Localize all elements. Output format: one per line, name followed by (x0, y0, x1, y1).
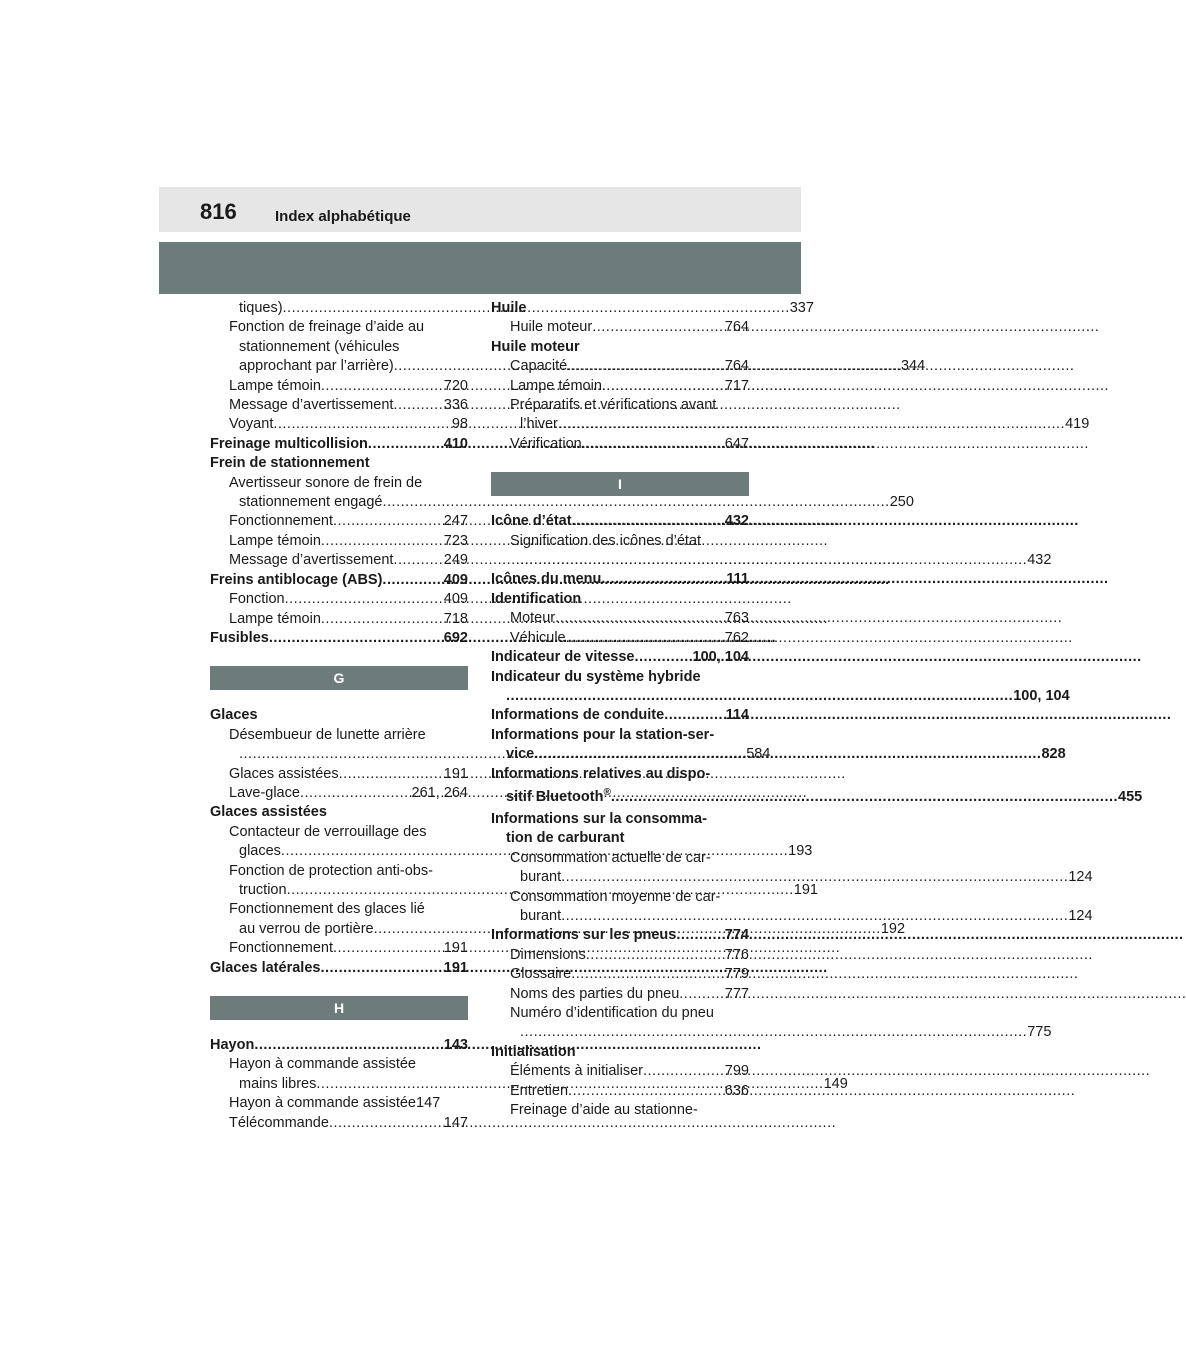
index-entry-main: Indicateur du système hybride ..... 100, 104 (491, 668, 749, 707)
index-entry: Glossaire ..... 779 (491, 965, 749, 984)
index-entry-main: Informations sur la consomma- tion de carburant (491, 810, 707, 847)
index-entry-main: Fusibles ..... 692 (210, 629, 468, 648)
index-entry: Fonction de protection anti-obs- truction..... 191 (210, 862, 468, 901)
index-entry: Freinage d’aide au stationne- (510, 1102, 698, 1119)
index-entry-main: Frein de stationnement (210, 455, 370, 472)
index-entry-main: Glaces assistées (210, 804, 327, 821)
index-entry: Fonctionnement ..... 247 (210, 512, 468, 531)
index-entry: Glaces assistées ..... 191 (210, 765, 468, 784)
section-header-h: H (210, 996, 468, 1020)
index-entry: Message d’avertissement ..... 336 (210, 396, 468, 415)
index-entry: Désembueur de lunette arrière ..... 584 (210, 726, 468, 765)
index-entry-main: Informations sur les pneus ..... 774 (491, 926, 749, 945)
index-entry: Lampe témoin ..... 717 (491, 377, 749, 396)
header-bar (159, 187, 801, 232)
index-entry-main: Informations de conduite ..... 114 (491, 706, 749, 725)
index-entry: Fonction de freinage d’aide au stationnement (véhicules approchant par l’arrière)..... 344 (210, 318, 468, 376)
index-entry: Signification des icônes d’état ..... 432 (491, 532, 749, 571)
index-entry: Numéro d’identification du pneu ..... 775 (491, 1004, 749, 1043)
registered-mark: ® (603, 787, 611, 799)
index-entry: Lampe témoin ..... 723 (210, 532, 468, 551)
index-entry-main: Huile (491, 300, 527, 316)
index-entry-main: Icône d’état ..... 432 (491, 512, 749, 531)
index-entry: Hayon à commande assistée 147 (229, 1095, 441, 1112)
index-entry-main: Freinage multicollision ..... 410 (210, 435, 468, 454)
index-entry: Message d’avertissement ..... 249 (210, 551, 468, 570)
index-entry-main: Hayon ..... 143 (210, 1036, 468, 1055)
index-entry: Noms des parties du pneu ..... 777 (491, 985, 749, 1004)
index-entry: Vérification ..... 647 (491, 435, 749, 454)
index-entry-main: Informations relatives au dispo- sitif Bluetooth®..... 455 (491, 765, 749, 810)
index-entry-main: Glaces latérales ..... 191 (210, 959, 468, 978)
index-entry: Télécommande ..... 147 (210, 1114, 468, 1133)
index-entry: Fonctionnement des glaces lié au verrou de portière..... 192 (210, 900, 468, 939)
index-entry: Fonctionnement ..... 191 (210, 939, 468, 958)
index-entry: Hayon à commande assistée mains libres..... 149 (210, 1055, 468, 1094)
page-number: 816 (200, 199, 237, 224)
index-entry-main: Indicateur de vitesse ..... 100, 104 (491, 648, 749, 667)
index-entry: Lampe témoin ..... 720 (210, 377, 468, 396)
index-entry-main: Huile moteur (491, 338, 580, 355)
index-entry: Fonction ..... 409 (210, 590, 468, 609)
index-entry-main: Icônes du menu ..... 111 (491, 570, 749, 589)
index-entry: Capacité ..... 764 (491, 357, 749, 376)
index-entry: Dimensions ..... 776 (491, 946, 749, 965)
index-entry-main: Initialisation (491, 1043, 576, 1060)
index-entry: Entretien ..... 636 (491, 1082, 749, 1101)
header-band (159, 242, 801, 294)
index-entry-main: Informations pour la station-ser- vice..... 828 (491, 726, 749, 765)
index-entry: Éléments à initialiser ..... 799 (491, 1062, 749, 1081)
index-entry: Consommation moyenne de car- burant..... 124 (491, 888, 749, 927)
index-entry-main: Identification (491, 590, 582, 607)
index-entry: Moteur ..... 763 (491, 609, 749, 628)
index-entry-main: Freins antiblocage (ABS) ..... 409 (210, 571, 468, 590)
index-entry: Avertisseur sonore de frein de stationnement engagé..... 250 (210, 474, 468, 513)
section-header-i: I (491, 472, 749, 496)
index-entry: Lave-glace ..... 261, 264 (210, 784, 468, 803)
index-entry: Préparatifs et vérifications avant l’hiver..... 419 (491, 396, 749, 435)
index-entry: Huile moteur ..... 764 (491, 318, 749, 337)
index-entry: Lampe témoin ..... 718 (210, 610, 468, 629)
section-header-g: G (210, 666, 468, 690)
index-entry: Consommation actuelle de car- burant..... 124 (491, 849, 749, 888)
index-entry: Voyant ..... 98 (210, 415, 468, 434)
index-entry: tiques)..... 337 (210, 299, 468, 318)
chapter-title: Index alphabétique (275, 208, 411, 225)
index-entry-main: Glaces (210, 707, 258, 724)
index-entry: Contacteur de verrouillage des glaces..... 193 (210, 823, 468, 862)
index-entry: Véhicule ..... 762 (491, 629, 749, 648)
